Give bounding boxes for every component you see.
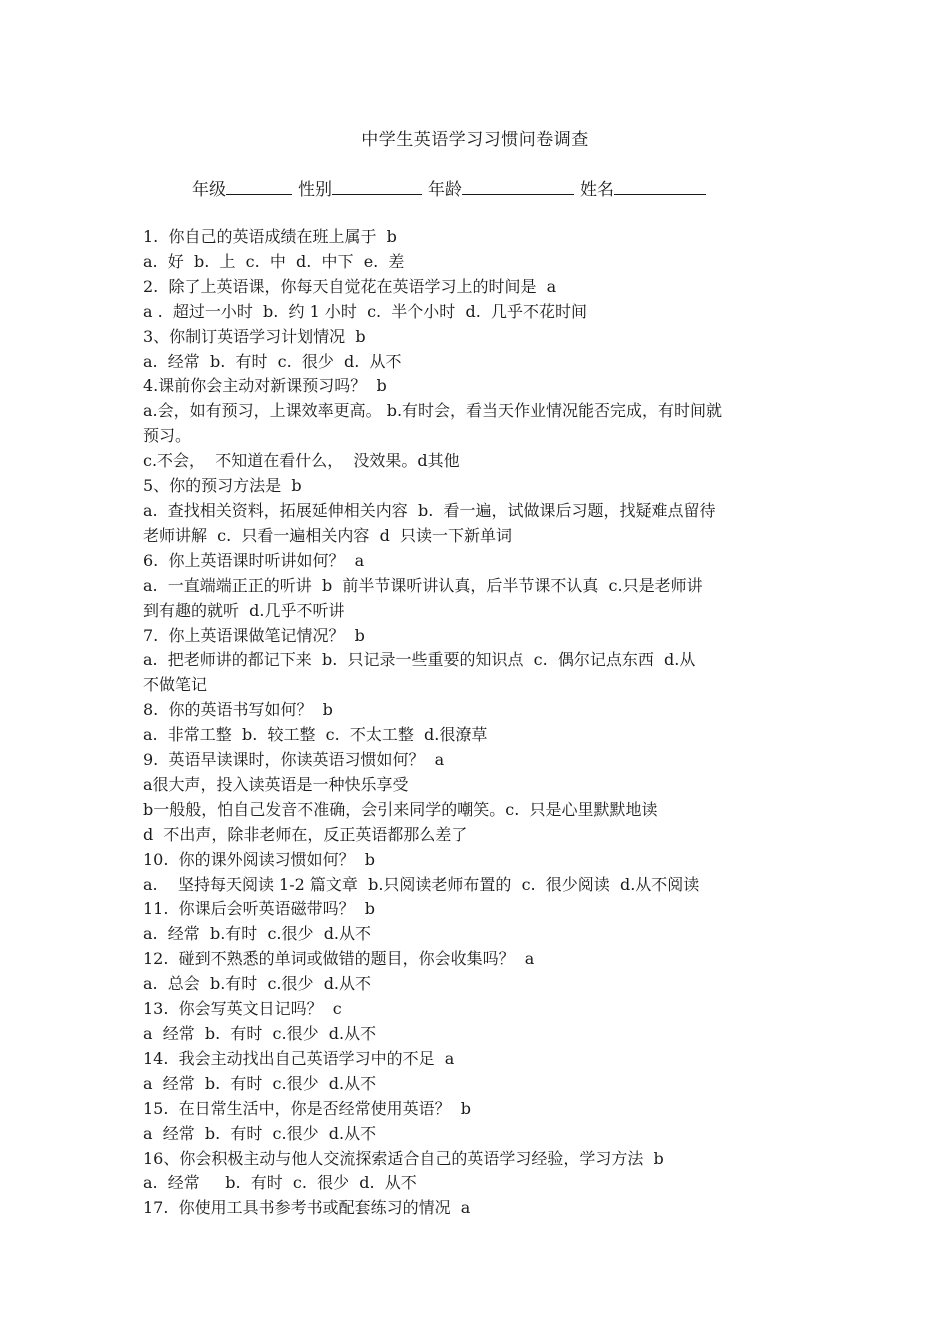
text-line: a 经常 b. 有时 c.很少 d.从不 — [143, 1024, 377, 1043]
name-blank — [614, 177, 706, 195]
text-line: a.会，如有预习，上课效率更高。 b.有时会，看当天作业情况能否完成，有时间就 — [143, 401, 723, 421]
text-line: 10. 你的课外阅读习惯如何？ b — [143, 849, 376, 869]
text-line: a. 经常 b. 有时 c. 很少 d. 从不 — [143, 351, 402, 371]
text-line: 2. 除了上英语课，你每天自觉花在英语学习上的时间是 a — [143, 276, 557, 296]
text-line: a. 经常 b.有时 c.很少 d.从不 — [143, 924, 372, 944]
text-line: 到有趣的就听 d.几乎不听讲 — [143, 600, 345, 620]
text-line: d 不出声，除非老师在，反正英语都那么差了 — [143, 824, 468, 844]
text-line: 17. 你使用工具书参考书或配套练习的情况 a — [143, 1198, 471, 1218]
text-line: a. 总会 b.有时 c.很少 d.从不 — [143, 974, 372, 994]
grade-blank — [226, 177, 292, 195]
text-line: a 经常 b. 有时 c.很少 d.从不 — [143, 1073, 377, 1093]
gender-label: 性别 — [298, 180, 332, 200]
text-line: 5、你的预习方法是 b — [143, 476, 302, 496]
text-line: 11. 你课后会听英语磁带吗？ b — [143, 899, 376, 919]
text-line: a. 非常工整 b. 较工整 c. 不太工整 d.很潦草 — [143, 725, 488, 745]
text-line: 1. 你自己的英语成绩在班上属于 b — [143, 227, 397, 246]
text-line: 8. 你的英语书写如何？ b — [143, 700, 333, 720]
text-line: a. 把老师讲的都记下来 b. 只记录一些重要的知识点 c. 偶尔记点东西 d.从 — [143, 650, 696, 670]
text-line: 老师讲解 c. 只看一遍相关内容 d 只读一下新单词 — [143, 525, 512, 545]
age-label: 年龄 — [428, 180, 462, 200]
text-line: a. 经常 b. 有时 c. 很少 d. 从不 — [143, 1173, 417, 1193]
age-blank — [462, 177, 574, 195]
page-title: 中学生英语学习习惯问卷调查 — [361, 130, 589, 150]
text-line: 3、你制订英语学习计划情况 b — [143, 326, 366, 346]
text-line: 12. 碰到不熟悉的单词或做错的题目，你会收集吗？ a — [143, 949, 535, 969]
text-line: 13. 你会写英文日记吗？ c — [143, 999, 342, 1019]
text-line: 14. 我会主动找出自己英语学习中的不足 a — [143, 1048, 455, 1068]
text-line: a . 超过一小时 b. 约 1 小时 c. 半个小时 d. 几乎不花时间 — [143, 301, 587, 321]
grade-label: 年级 — [192, 180, 226, 200]
text-line: a. 好 b. 上 c. 中 d. 中下 e. 差 — [143, 251, 405, 271]
text-line: 7. 你上英语课做笔记情况？ b — [143, 625, 365, 645]
text-line: 6. 你上英语课时听讲如何？ a — [143, 550, 365, 570]
respondent-info-line — [192, 175, 706, 200]
text-line: 15. 在日常生活中，你是否经常使用英语？ b — [143, 1098, 472, 1118]
text-line: a很大声，投入读英语是一种快乐享受 — [143, 774, 409, 794]
questionnaire-body — [143, 225, 813, 1221]
text-line: a. 坚持每天阅读 1-2 篇文章 b.只阅读老师布置的 c. 很少阅读 d.从不阅读 — [143, 874, 700, 894]
text-line: 预习。 — [143, 426, 192, 446]
text-line: a. 一直端端正正的听讲 b 前半节课听讲认真，后半节课不认真 c.只是老师讲 — [143, 575, 703, 595]
text-line: 9. 英语早读课时，你读英语习惯如何？ a — [143, 750, 445, 770]
text-line: 4.课前你会主动对新课预习吗？ b — [143, 376, 387, 396]
text-line: 16、你会积极主动与他人交流探索适合自己的英语学习经验，学习方法 b — [143, 1148, 664, 1168]
text-line: 不做笔记 — [143, 675, 208, 695]
text-line: c.不会， 不知道在看什么， 没效果。d其他 — [143, 451, 460, 471]
name-label: 姓名 — [580, 180, 614, 200]
gender-blank — [332, 177, 422, 195]
text-line: a 经常 b. 有时 c.很少 d.从不 — [143, 1123, 377, 1143]
text-line: b一般般，怕自己发音不准确，会引来同学的嘲笑。c. 只是心里默默地读 — [143, 799, 658, 819]
text-line: a. 查找相关资料，拓展延伸相关内容 b. 看一遍，试做课后习题，找疑难点留待 — [143, 500, 716, 520]
